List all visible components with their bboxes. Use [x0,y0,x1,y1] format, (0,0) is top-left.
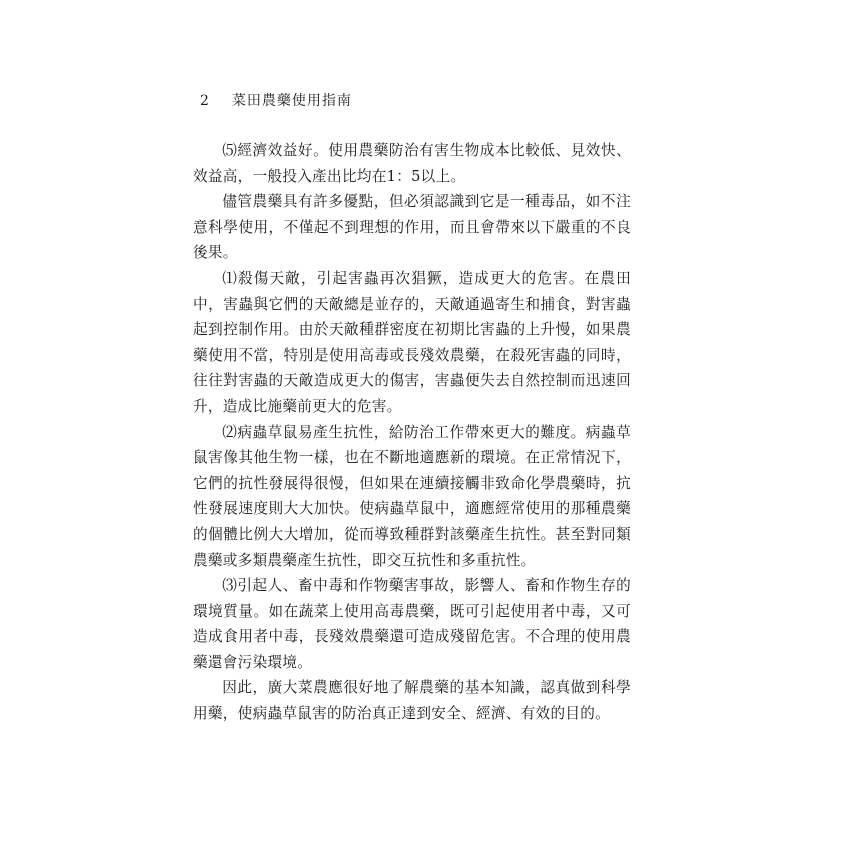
paragraph-economic-benefit: ⑸經濟效益好。使用農藥防治有害生物成本比較低、見效快、效益高，一般投入產出比均在1：5以上。 [193,142,631,185]
paragraph-natural-enemies: ⑴殺傷天敵，引起害蟲再次猖獗，造成更大的危害。在農田中，害蟲與它們的天敵總是並存的，天敵通過寄生和捕食，對害蟲起到控制作用。由於天敵種群密度在初期比害蟲的上升慢，如果農藥使用不當，特別是使用高毒或長殘效農藥，在殺死害蟲的同時，往往對害蟲的天敵造成更大的傷害，害蟲便失去自然控制而迅速回升，造成比施藥前更大的危害。 [193,269,631,415]
paragraph-resistance: ⑵病蟲草鼠易產生抗性，給防治工作帶來更大的難度。病蟲草鼠害像其他生物一樣，也在不斷地適應新的環境。在正常情況下，它們的抗性發展得很慢，但如果在連續接觸非致命化學農藥時，抗性發展速度則大大加快。使病蟲草鼠中，適應經常使用的那種農藥的個體比例大大增加，從而導致種群對該藥產生抗性。甚至對同類農藥或多類農藥產生抗性，即交互抗性和多重抗性。 [193,423,631,569]
book-title: 菜田農藥使用指南 [231,93,352,109]
running-head [200,90,352,110]
page-number: 2 [200,93,210,109]
body-text [193,138,631,727]
paragraph-poisoning: ⑶引起人、畜中毒和作物藥害事故，影響人、畜和作物生存的環境質量。如在蔬菜上使用高毒農藥，既可引起使用者中毒，又可造成食用者中毒，長殘效農藥還可造成殘留危害。不合理的使用農藥還會污染環境。 [193,577,631,671]
paragraph-drawbacks-intro: 儘管農藥具有許多優點，但必須認識到它是一種毒品，如不注意科學使用，不僅起不到理想的作用，而且會帶來以下嚴重的不良後果。 [193,193,631,262]
paragraph-conclusion: 因此，廣大菜農應很好地了解農藥的基本知識，認真做到科學用藥，使病蟲草鼠害的防治真正達到安全、經濟、有效的目的。 [193,679,631,723]
